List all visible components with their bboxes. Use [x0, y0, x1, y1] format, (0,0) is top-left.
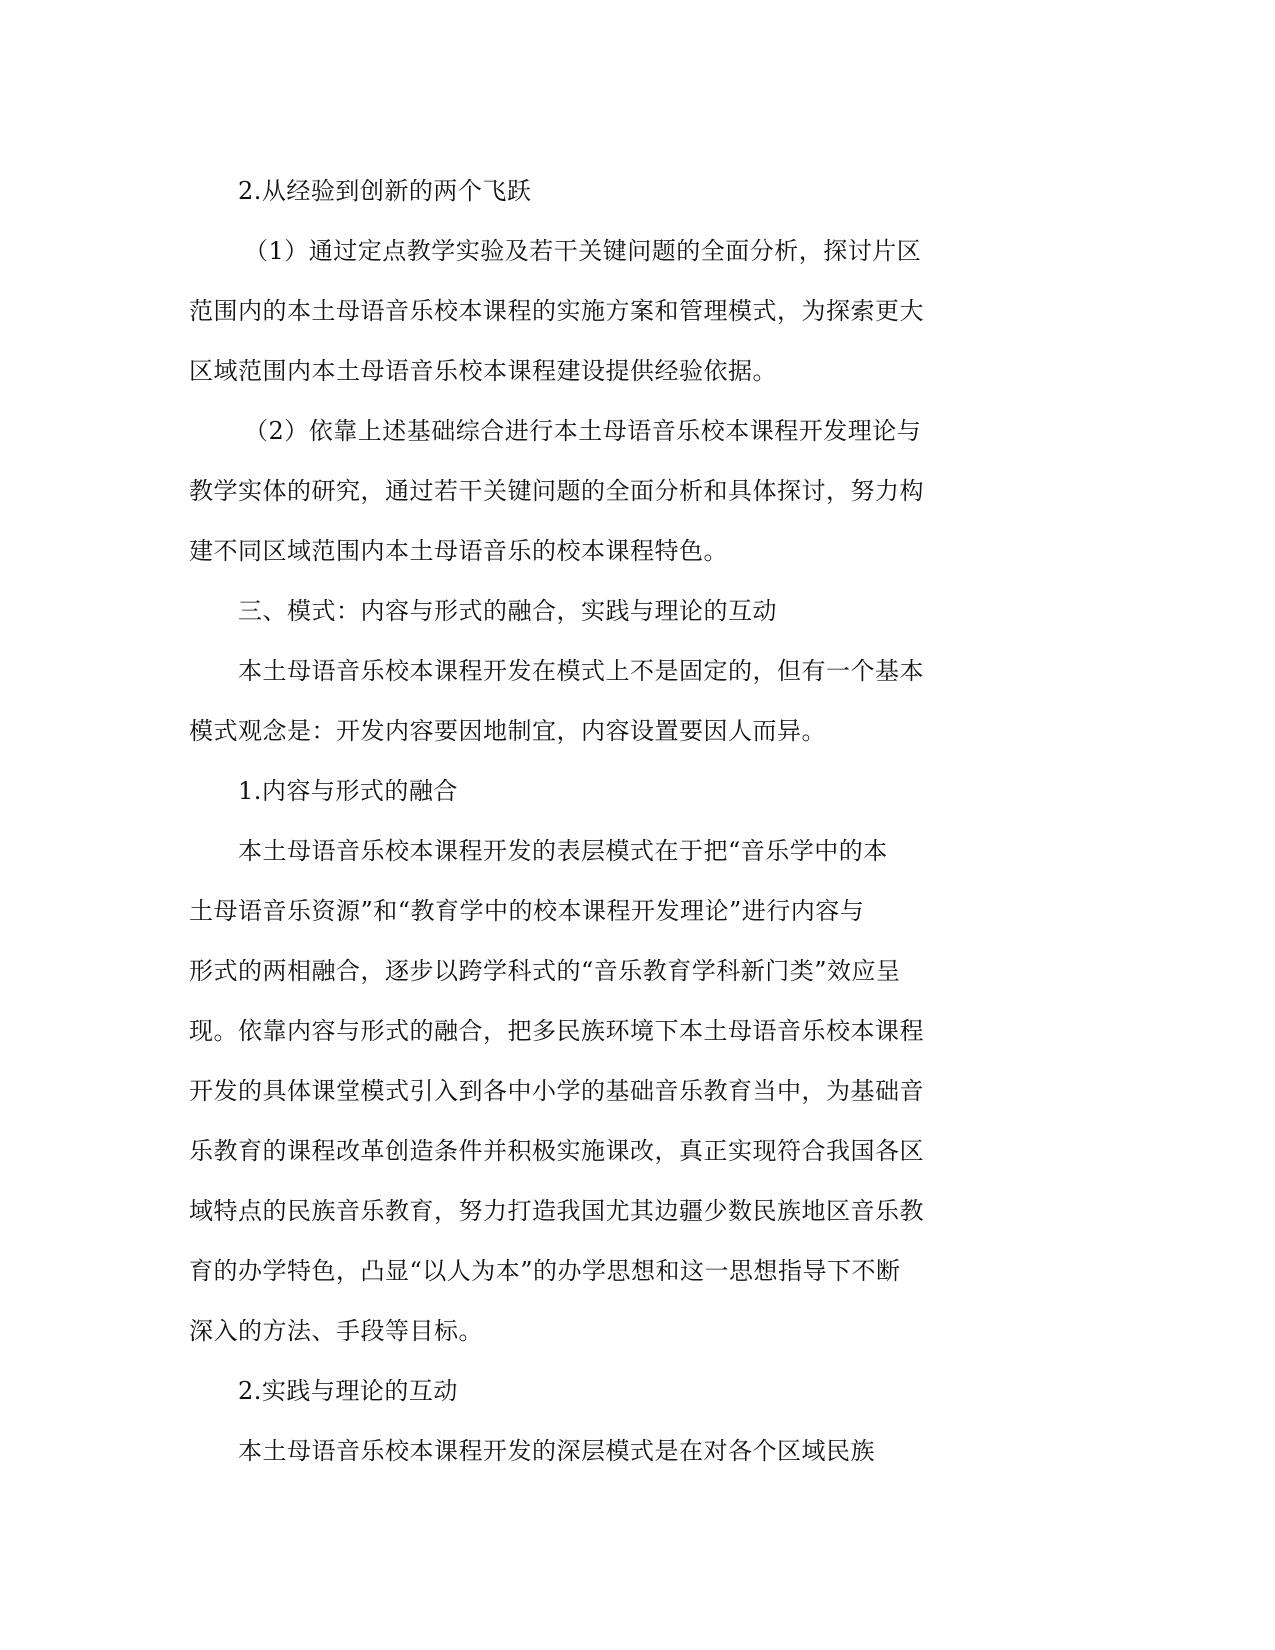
paragraph-line: （1）通过定点教学实验及若干关键问题的全面分析，探讨片区	[244, 237, 922, 265]
paragraph-line: 本土母语音乐校本课程开发的深层模式是在对各个区域民族	[238, 1437, 875, 1465]
section-heading: 2.实践与理论的互动	[238, 1377, 458, 1405]
paragraph-line: 区域范围内本土母语音乐校本课程建设提供经验依据。	[189, 357, 777, 385]
paragraph-line: 开发的具体课堂模式引入到各中小学的基础音乐教育当中，为基础音	[189, 1077, 924, 1105]
section-heading: 三、模式：内容与形式的融合，实践与理论的互动	[238, 597, 777, 625]
paragraph-line: 土母语音乐资源”和“教育学中的校本课程开发理论”进行内容与	[189, 897, 865, 925]
paragraph-line: （2）依靠上述基础综合进行本土母语音乐校本课程开发理论与	[244, 417, 922, 445]
paragraph-line: 现。依靠内容与形式的融合，把多民族环境下本土母语音乐校本课程	[189, 1017, 924, 1045]
paragraph-line: 范围内的本土母语音乐校本课程的实施方案和管理模式，为探索更大	[189, 297, 924, 325]
paragraph-line: 建不同区域范围内本土母语音乐的校本课程特色。	[189, 537, 728, 565]
paragraph-line: 教学实体的研究，通过若干关键问题的全面分析和具体探讨，努力构	[189, 477, 924, 505]
paragraph-line: 深入的方法、手段等目标。	[189, 1317, 483, 1345]
paragraph-line: 形式的两相融合，逐步以跨学科式的“音乐教育学科新门类”效应呈	[189, 957, 901, 985]
paragraph-line: 育的办学特色，凸显“以人为本”的办学思想和这一思想指导下不断	[189, 1257, 901, 1285]
section-heading: 2.从经验到创新的两个飞跃	[238, 177, 532, 205]
paragraph-line: 模式观念是：开发内容要因地制宜，内容设置要因人而异。	[189, 717, 826, 745]
paragraph-line: 本土母语音乐校本课程开发在模式上不是固定的，但有一个基本	[238, 657, 924, 685]
paragraph-line: 本土母语音乐校本课程开发的表层模式在于把“音乐学中的本	[238, 837, 888, 865]
paragraph-line: 域特点的民族音乐教育，努力打造我国尤其边疆少数民族地区音乐教	[189, 1197, 924, 1225]
section-heading: 1.内容与形式的融合	[238, 777, 458, 805]
paragraph-line: 乐教育的课程改革创造条件并积极实施课改，真正实现符合我国各区	[189, 1137, 924, 1165]
